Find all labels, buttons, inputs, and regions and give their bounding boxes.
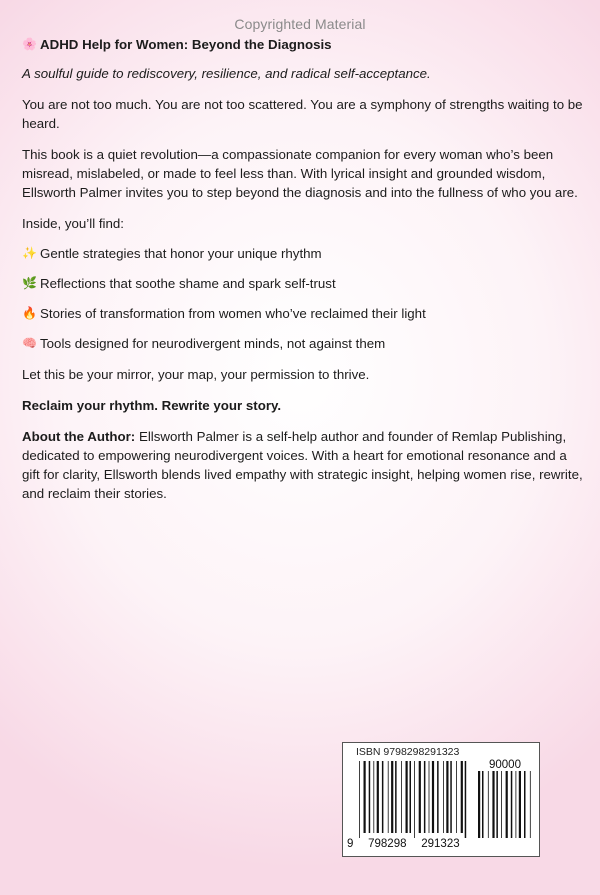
barcode-bar — [410, 761, 412, 833]
feature-item — [22, 274, 587, 293]
barcode-bar — [488, 771, 489, 838]
barcode-bar — [506, 771, 508, 838]
copyright-watermark: Copyrighted Material — [234, 16, 366, 32]
feature-text: Stories of transformation from women who’ve reclaimed their light — [40, 306, 426, 321]
herb-leaf-icon: 🌿 — [22, 276, 37, 290]
inside-heading: Inside, you’ll find: — [22, 216, 124, 231]
mirror-line: Let this be your mirror, your map, your permission to thrive. — [22, 367, 370, 382]
barcode-digit-first: 9 — [347, 838, 354, 850]
barcode-bar — [414, 761, 415, 838]
barcode-bar — [478, 771, 480, 838]
price-addon-number: 90000 — [489, 759, 521, 771]
barcode-digit-group-right: 291323 — [421, 838, 460, 850]
barcode-bar — [492, 771, 494, 838]
brain-icon: 🧠 — [22, 336, 37, 350]
barcode-bar — [437, 761, 439, 833]
barcode-bar — [401, 761, 402, 833]
barcode-bar — [519, 771, 521, 838]
barcode-bar — [391, 761, 393, 833]
cherry-blossom-icon: 🌸 — [22, 37, 37, 51]
feature-text: Gentle strategies that honor your unique rhythm — [40, 246, 322, 261]
book-title: ADHD Help for Women: Beyond the Diagnosis — [40, 37, 332, 52]
addon-barcode-bars — [478, 771, 533, 838]
barcode-bar — [406, 761, 408, 833]
barcode-bar — [511, 771, 513, 838]
barcode-bar — [432, 761, 434, 833]
fire-icon: 🔥 — [22, 306, 37, 320]
about-author — [22, 427, 587, 503]
feature-text: Tools designed for neurodivergent minds, not against them — [40, 336, 386, 351]
feature-item — [22, 334, 587, 353]
barcode-bar — [524, 771, 526, 838]
description-paragraph: This book is a quiet revolution—a compassionate companion for every woman who’s been misread, mislabeled, or made to feel less than. With lyrical insight and grounded wisdom, Ellsworth Palmer invites you to step beyond the diagnosis and into the fullness of who you are. — [22, 147, 578, 200]
barcode-digit-group-left: 798298 — [368, 838, 407, 850]
barcode-bar — [373, 761, 374, 833]
barcode-bar — [395, 761, 397, 833]
back-cover-text — [22, 35, 587, 503]
barcode-bar — [443, 761, 444, 833]
barcode-bar — [530, 771, 531, 838]
barcode-bar — [364, 761, 366, 833]
about-author-text: Ellsworth Palmer is a self-help author and founder of Remlap Publishing, dedicated to empowering neurodivergent voices. With a heart for emotional resonance and a gift for clarity, Ellsworth blends lived empathy with strategic insight, helping women rise, rewrite, and reclaim their stories. — [22, 429, 583, 501]
barcode-digits — [347, 838, 467, 850]
book-subtitle: A soulful guide to rediscovery, resilience, and radical self-acceptance. — [22, 66, 431, 81]
barcode-bar — [461, 761, 463, 833]
tagline: Reclaim your rhythm. Rewrite your story. — [22, 398, 282, 413]
sparkles-icon: ✨ — [22, 246, 37, 260]
barcode-bar — [419, 761, 421, 833]
feature-item — [22, 244, 587, 263]
barcode-bar — [382, 761, 384, 833]
feature-item — [22, 304, 587, 323]
isbn-barcode — [342, 742, 540, 857]
feature-text: Reflections that soothe shame and spark self-trust — [40, 276, 336, 291]
barcode-bar — [456, 761, 457, 833]
ean13-barcode-bars — [359, 761, 467, 838]
about-author-label: About the Author: — [22, 429, 136, 444]
barcode-bar — [377, 761, 379, 833]
barcode-bar — [424, 761, 426, 833]
barcode-bar — [465, 761, 467, 838]
barcode-bar — [369, 761, 371, 833]
barcode-bar — [429, 761, 430, 833]
barcode-bar — [496, 771, 498, 838]
isbn-label: ISBN 9798298291323 — [356, 746, 460, 758]
barcode-bar — [446, 761, 448, 833]
barcode-bar — [450, 761, 452, 833]
intro-paragraph: You are not too much. You are not too scattered. You are a symphony of strengths waiting to be heard. — [22, 97, 583, 131]
barcode-bar — [359, 761, 360, 838]
barcode-bar — [388, 761, 389, 833]
barcode-bar — [482, 771, 484, 838]
barcode-bar — [516, 771, 517, 838]
book-title-line — [22, 35, 587, 54]
barcode-bar — [501, 771, 502, 838]
